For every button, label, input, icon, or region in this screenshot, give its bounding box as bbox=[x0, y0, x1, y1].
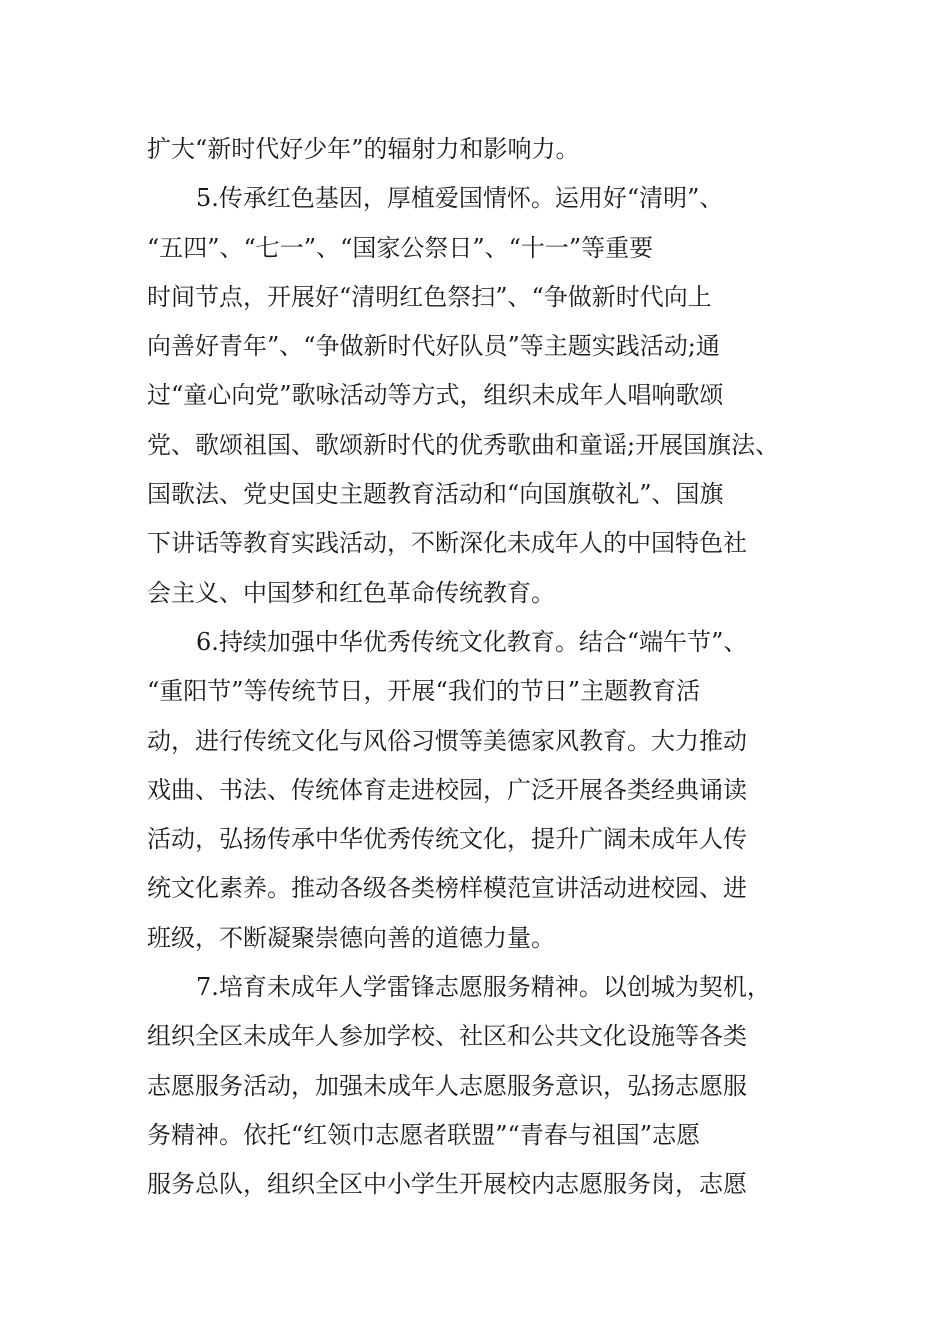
text-line: 志愿服务活动，加强未成年人志愿服务意识，弘扬志愿服 bbox=[147, 1071, 747, 1100]
text-line: 向善好青年”、“争做新时代好队员”等主题实践活动;通 bbox=[147, 332, 720, 361]
text-line: 戏曲、书法、传统体育走进校园，广泛开展各类经典诵读 bbox=[147, 775, 747, 804]
text-line: “重阳节”等传统节日，开展“我们的节日”主题教育活 bbox=[147, 677, 701, 706]
paragraph-6-heading-line: 6.持续加强中华优秀传统文化教育。结合“端午节”、 bbox=[196, 627, 748, 656]
text-line: 班级，不断凝聚崇德向善的道德力量。 bbox=[147, 923, 555, 952]
text-line: 组织全区未成年人参加学校、社区和公共文化设施等各类 bbox=[147, 1022, 747, 1051]
text-line: 扩大“新时代好少年”的辐射力和影响力。 bbox=[147, 135, 580, 163]
paragraph-5-heading-line: 5.传承红色基因，厚植爱国情怀。运用好“清明”、 bbox=[196, 184, 724, 213]
text-line: 务精神。依托“红领巾志愿者联盟”“青春与祖国”志愿 bbox=[147, 1120, 701, 1149]
body-text bbox=[147, 125, 837, 1210]
text-line: 党、歌颂祖国、歌颂新时代的优秀歌曲和童谣;开展国旗法、 bbox=[147, 430, 780, 459]
text-line: 统文化素养。推动各级各类榜样模范宣讲活动进校园、进 bbox=[147, 874, 747, 903]
text-line: 下讲话等教育实践活动，不断深化未成年人的中国特色社 bbox=[147, 529, 747, 558]
text-line: 服务总队，组织全区中小学生开展校内志愿服务岗，志愿 bbox=[147, 1170, 747, 1199]
text-line: 过“童心向党”歌咏活动等方式，组织未成年人唱响歌颂 bbox=[147, 381, 724, 410]
text-line: 国歌法、党史国史主题教育活动和“向国旗敬礼”、国旗 bbox=[147, 480, 724, 509]
text-line: 会主义、中国梦和红色革命传统教育。 bbox=[147, 578, 555, 607]
paragraph-7-heading-line: 7.培育未成年人学雷锋志愿服务精神。以创城为契机， bbox=[196, 973, 771, 1002]
text-line: 活动，弘扬传承中华优秀传统文化，提升广阔未成年人传 bbox=[147, 825, 747, 854]
text-line: 时间节点，开展好“清明红色祭扫”、“争做新时代向上 bbox=[147, 282, 712, 311]
text-line: 动，进行传统文化与风俗习惯等美德家风教育。大力推动 bbox=[147, 726, 747, 755]
text-line: “五四”、“七一”、“国家公祭日”、“十一”等重要 bbox=[147, 233, 654, 262]
